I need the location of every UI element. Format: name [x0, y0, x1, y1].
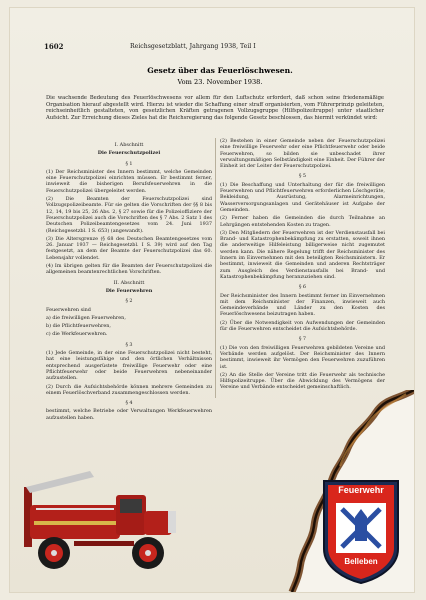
paragraph-number: § 5 — [298, 173, 307, 180]
page-header — [44, 42, 384, 54]
paragraph-text: (1) Die von den freiwilligen Feuerwehren gebildeten Vereine und Verbände werden aufgelöst. Der Reichsminister des Innern bestimmt, inwieweit ihr Vermögen den Feuerwehren zuzuführen ist. — [220, 344, 385, 370]
paragraph-text: (2) An die Stelle der Vereine tritt die Feuerwehr als technische Hilfspolizeitruppe. Über die Abwicklung des Vermögens der Vereine und Verbände entscheidet gemeinschaftlich. — [220, 371, 385, 391]
preamble-text: Die wachsende Bedeutung des Feuerlöschwesens vor allem für den Luftschutz erfordert, daß schon seine friedensmäßige Organisation hierauf abgestellt wird. Hierzu ist wieder die Schaffung einer straff organisierten, vom Führerprinzip geleiteten, reichseinheitlich gestalteten, von gesetzlichen Kräften getragenen Vollzugsgruppe (Hilfspolizeitruppe) unter staatlicher Aufsicht. Zur Erreichung dieses Zieles hat die Reichsregierung das folgende Gesetz beschlossen, das hiermit verkündet wird: — [46, 95, 384, 121]
paragraph-text: (2) Die Beamten der Feuerschutzpolizei sind Vollzugspolizeibeamte. Für sie gelten die Vorschriften der §§ 8 bis 12, 14, 19 bis 25, 26 Abs. 2, § 27 sowie für die Polizeioffiziere der Feuerschutzpolizei auch die Vorschriften des § 7 Abs. 2 Satz 1 des Deutschen Polizeibeamtengesetzes vom 24. Juni 1937 (Reichsgesetzbl. I S. 653) (angewandt). — [46, 196, 212, 234]
section-heading: I. Abschnitt — [114, 142, 144, 148]
running-head: Reichsgesetzblatt, Jahrgang 1938, Teil I — [130, 43, 256, 50]
law-date: Vom 23. November 1938. — [177, 78, 263, 86]
paragraph-number: § 1 — [125, 160, 133, 167]
paragraph-text: (2) Ferner haben die Gemeinden die durch Teilnahme an Lehrgängen entstehenden Kosten zu tragen. — [220, 215, 385, 228]
section-title: Die Feuerwehren — [105, 287, 153, 294]
paragraph-text: (3) Den Mitgliedern der Feuerwehren ist der Verdienstausfall bei Brand- und Katastrophenbekämpfung zu erstatten, soweit ihnen die anderweitige Hilfeleistung billigerweise nicht zugemutet werden kann. Die nähere Regelung trifft der Reichsminister des Innern im Einvernehmen mit den beteiligten Reichsministern. Er bestimmt, inwieweit die Gemeinden und anderen Rechtsträger zum Ausgleich des Verdienstausfalls bei Brand- und Katastrophenbekämpfung heranzuziehen sind. — [220, 229, 385, 280]
paragraph-text: (3) Die Altersgrenze (§ 68 des Deutschen Beamtengesetzes vom 26. Januar 1937 — Reichsgesetzbl. I S. 39) wird auf den Tag festgesetzt, an dem der Beamte der Feuerschutzpolizei das 60. Lebensjahr vollendet. — [46, 235, 212, 261]
right-text-column — [220, 138, 385, 393]
law-title: Gesetz über das Feuerlöschwesen. — [147, 66, 293, 75]
paragraph-text: (2) Durch die Aufsichtsbehörde können mehrere Gemeinden zu einem Feuerlöschverband zusammengeschlossen werden. — [46, 383, 212, 396]
paragraph-text: (1) Jede Gemeinde, in der eine Feuerschutzpolizei nicht besteht, hat eine leistungsfähige und den örtlichen Verhältnissen entsprechend ausgerüstete freiwillige Feuerwehr oder eine Pflichtfeuerwehr oder beide Feuerwehren nebeneinander aufzustellen. — [46, 350, 212, 382]
paragraph-text: Der Reichsminister des Innern bestimmt ferner im Einvernehmen mit dem Reichsminister der Finanzen, inwieweit auch Gemeindeverbände und Länder zu den Kosten des Feuerlöschwesens beizutragen haben. — [220, 292, 385, 318]
list-item: b) die Pflichtfeuerwehren, — [46, 323, 111, 330]
section-heading: II. Abschnitt — [113, 279, 145, 286]
paragraph-text: Feuerwehren sind — [46, 306, 91, 313]
page-number: 1602 — [44, 42, 64, 51]
paragraph-text: (4) Im übrigen gelten für die Beamten der Feuerschutzpolizei die allgemeinen beamtenrechtlichen Vorschriften. — [46, 263, 212, 276]
vintage-fire-truck-image — [20, 465, 180, 583]
paragraph-text: (1) Die Beschaffung und Unterhaltung der für die freiwilligen Feuerwehren und Pflichtfeuerwehren erforderlichen Löschgeräte, Bekleidung, Ausrüstung, Alarmeinrichtungen, Wasserversorgungsanlagen und Gerätehäuser ist Aufgabe der Gemeinden. — [220, 181, 385, 213]
paragraph-number: § 2 — [125, 298, 133, 305]
paragraph-number: § 4 — [125, 400, 133, 407]
feuerwehr-logo — [322, 479, 400, 585]
paragraph-number: § 6 — [298, 284, 307, 291]
list-item: a) die freiwilligen Feuerwehren, — [46, 314, 126, 321]
column-divider — [215, 138, 216, 398]
list-item: c) die Werkfeuerwehren. — [46, 331, 108, 338]
logo-top-text: Feuerwehr — [338, 485, 384, 495]
paragraph-number: § 3 — [125, 341, 133, 348]
paragraph-text: (2) Über die Notwendigkeit von Aufwendungen der Gemeinden für die Feuerwehren entscheidet die Aufsichtsbehörde. — [220, 319, 385, 333]
left-text-column — [46, 138, 212, 423]
paragraph-text: (2) Bestehen in einer Gemeinde neben der Feuerschutzpolizei eine freiwillige Feuerwehr oder eine Pflichtfeuerwehr oder beide Feuerwehren, so bilden sie unbeschadet ihrer verwaltungsmäßigen Selbständigkeit eine Einheit. Der Führer der Einheit ist der Leiter der Feuerschutzpolizei. — [220, 138, 385, 170]
section-title: Die Feuerschutzpolizei — [97, 150, 161, 157]
paragraph-text: bestimmt, welche Betriebe oder Verwaltungen Werkfeuerwehren aufzustellen haben. — [46, 408, 212, 421]
paragraph-text: (1) Der Reichsminister des Innern bestimmt, welche Gemeinden eine Feuerschutzpolizei einrichten müssen. Er bestimmt ferner, inwieweit die bisherigen Berufsfeuerwehren in die Feuerschutzpolizei übergeleitet werden. — [46, 168, 212, 194]
logo-bottom-text: Belleben — [344, 557, 378, 566]
paragraph-number: § 7 — [298, 336, 307, 343]
